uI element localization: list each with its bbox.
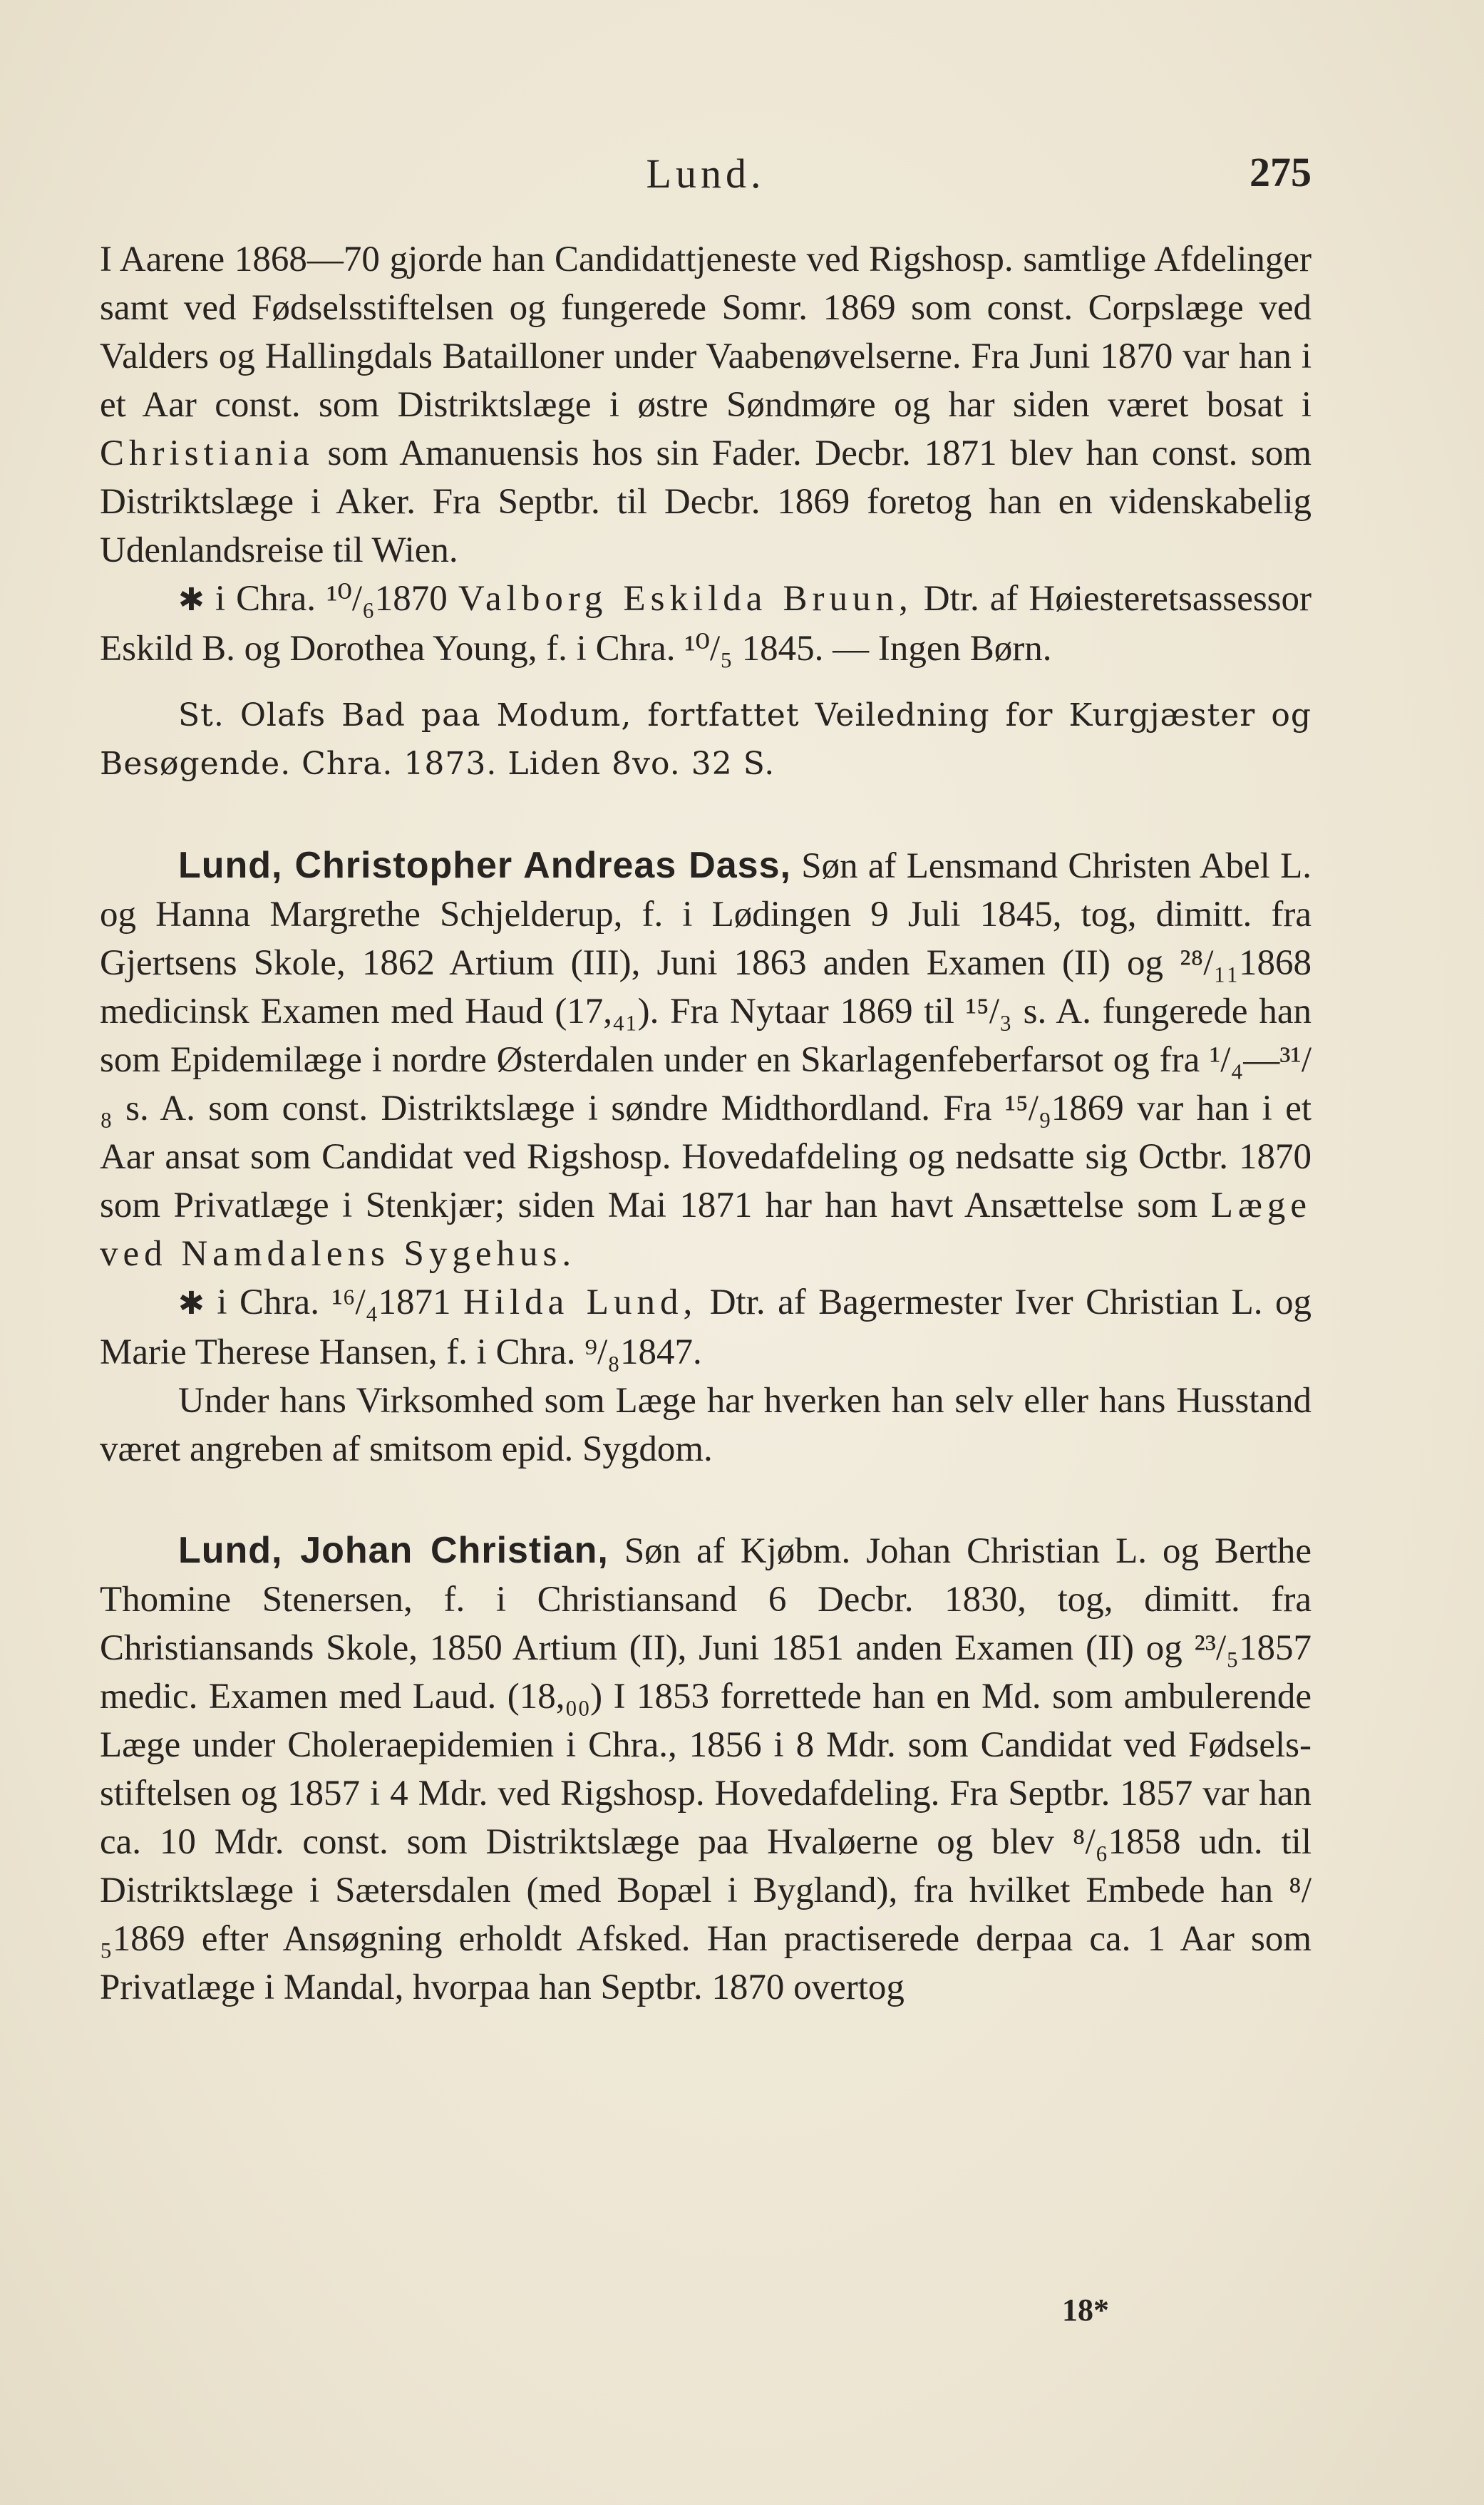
entry-paragraph (100, 235, 1312, 575)
entry-heading: Lund, Christopher Andreas Dass, (178, 845, 791, 886)
marriage-text: Dtr. af Bagermester Iver Christian L. og Marie Therese Hansen, f. i Chra. ⁹/₈1847. (100, 1282, 1312, 1372)
entry-heading: Lund, Johan Christian, (178, 1530, 609, 1571)
bibliography: St. Olafs Bad paa Modum, fortfattet Veiledning for Kurgjæster og Besøgende. Chra. 1873. Liden 8vo. 32 S. (100, 697, 1312, 782)
marriage-star-icon: ✱ (178, 582, 205, 618)
entry-paragraph (100, 1526, 1312, 2012)
note-paragraph: Under hans Virksomhed som Læge har hverken han selv eller hans Husstand været angreben af smitsom epid. Sygdom. (100, 1381, 1312, 1469)
spouse-name: Valborg Eskilda Bruun, (458, 579, 913, 619)
entry-paragraph (100, 841, 1312, 1278)
paragraph-text: som Amanuensis hos sin Fader. Decbr. 1871 blev han const. som Distriktslæge i Aker. Fra Septbr. til Decbr. 1869 foretog han en videnskabelig Udenlandsreise til Wien. (100, 433, 1312, 570)
marriage-text: Dtr. af Høiesteretsassessor Eskild B. og Dorothea Young, f. i Chra. ¹⁰/₅ 1845. — Ingen Børn. (100, 579, 1312, 669)
paragraph-text: I Aarene 1868—70 gjorde han Candidattjeneste ved Rigshosp. samtlige Afdelinger samt ved Fødselsstiftelsen og fungerede Somr. 1869 som const. Corpslæge ved Valders og Hallingdals Batailloner under Vaabenøvelserne. Fra Juni 1870 var han i et Aar const. som Distriktslæge i østre Søndmøre og har siden været bosat i (100, 240, 1312, 425)
city-name: Christiania (100, 433, 314, 473)
running-head-title: Lund. (646, 150, 766, 197)
spouse-name: Hilda Lund, (463, 1282, 698, 1322)
marriage-star-icon: ✱ (178, 1285, 205, 1322)
paragraph-text: Søn af Lensmand Christen Abel L. og Hanna Margrethe Schjelderup, f. i Lødingen 9 Juli 1845, tog, dimitt. fra Gjertsens Skole, 1862 Artium (III), Juni 1863 anden Examen (II) og ²⁸/₁₁1868 medicinsk Examen med Haud (17,₄₁). Fra Nytaar 1869 til ¹⁵/₃ s. A. fungerede han som Epidemilæge i nordre Østerdalen under en Skarlagenfeberfarsot og fra ¹/₄—³¹/₈ s. A. som const. Distriktslæge i søndre Midthordland. Fra ¹⁵/₉1869 var han i et Aar ansat som Candidat ved Rigshosp. Hovedafdeling og nedsatte sig Octbr. 1870 som Privatlæge i Stenkjær; siden Mai 1871 har han havt Ansættelse som (100, 846, 1312, 1225)
paragraph-text: Søn af Kjøbm. Johan Christian L. og Berthe Thomine Stenersen, f. i Christiansand 6 Decbr. 1830, tog, dimitt. fra Christiansands Skole, 1850 Artium (II), Juni 1851 anden Examen (II) og ²³/₅1857 medic. Examen med Laud. (18,₀₀) I 1853 forrettede han en Md. som ambulerende Læge under Choleraepidemien i Chra., 1856 i 8 Mdr. som Candidat ved Fødselsstiftelsen og 1857 i 4 Mdr. ved Rigshosp. Hovedafdeling. Fra Septbr. 1857 var han ca. 10 Mdr. const. som Distriktslæge paa Hvaløerne og blev ⁸/₆1858 udn. til Distriktslæge i Sætersdalen (med Bopæl i Bygland), fra hvilket Embede han ⁸/₅1869 efter Ansøgning erholdt Afsked. Han practiserede derpaa ca. 1 Aar som Privatlæge i Mandal, hvorpaa han Septbr. 1870 overtog (100, 1531, 1312, 2007)
marriage-line (100, 575, 1312, 673)
marriage-line (100, 1278, 1312, 1377)
marriage-text: i Chra. ¹⁶/₄1871 (204, 1282, 463, 1322)
signature-mark: 18* (1062, 2293, 1109, 2327)
marriage-text: i Chra. ¹⁰/₆1870 (204, 579, 458, 619)
page-number: 275 (1249, 149, 1312, 195)
body-text (100, 235, 1312, 2012)
running-head (100, 143, 1312, 207)
hospital-name: Læge ved Namdalens Sygehus. (100, 1185, 1312, 1274)
